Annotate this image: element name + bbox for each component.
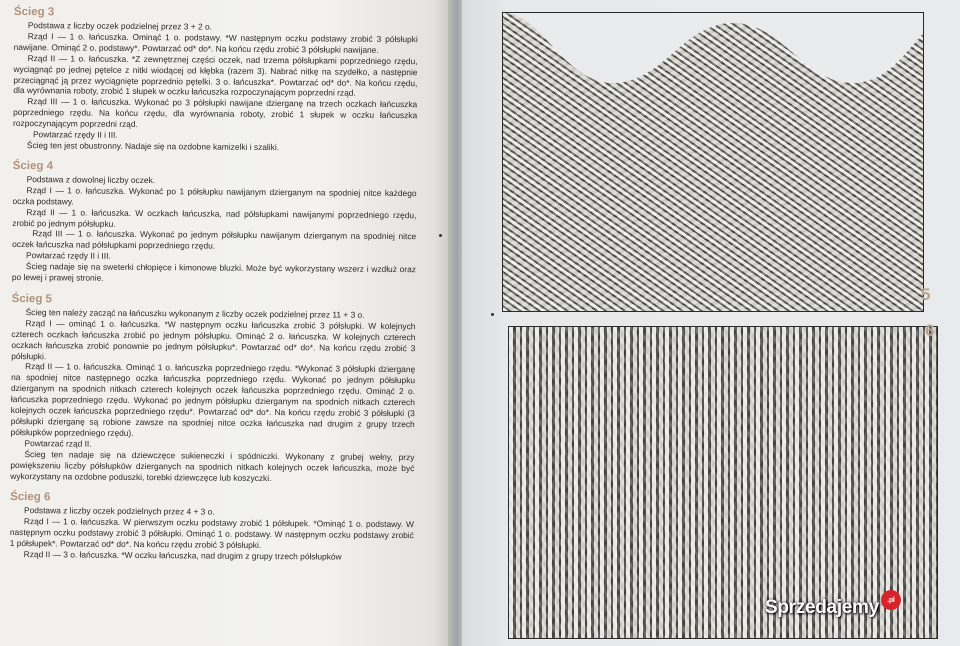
paragraph: Rząd II — 1 o. łańcuszka. Ominąć 1 o. łańcuszka poprzedniego rzędu. *Wykonać 3 półsłupki dzierganę na spodniej nitce następnego oczka łańcuszka poprzedniego rzędu. Wykonać po jednym półsłupku dzierganym na spodnich nitkach czterech kolejnych oczek łańcuszka poprzedniego rzędu. Ominąć 2 o. łańcuszka poprzedniego rzędu. Wykonać po jednym półsłupku dzierganym na spodnich nitkach czterech kolejnych oczek łańcuszka poprzedniego rzędu*. Powtarzać od* do*. Na końcu rzędu zrobić 3 półsłupki (3 półsłupki dzierganę są robione zawsze na spodniej nitce oczka łańcuszka nad drugim z grupy trzech półsłupków poprzedniego rzędu).	[10, 361, 416, 438]
section-heading: Ścieg 6	[10, 491, 51, 504]
paragraph: Podstawa z dowolnej liczby oczek.	[26, 173, 156, 185]
paragraph: Podstawa z liczby oczek podzielnych przez 4 + 3 o.	[23, 505, 215, 518]
figure-number-5: 5	[921, 285, 931, 304]
paragraph: Powtarzać rzędy II i III.	[26, 250, 111, 261]
paragraph: Powtarzać rzędy II i III.	[32, 129, 118, 140]
site-watermark-logo	[765, 590, 901, 626]
paragraph: Rząd II — 1 o. łańcuszka. *Z zewnętrznej części oczek, nad trzema półsłupkami poprzedniego rzędu, wyciągnąć po jednej pętelce z nitki wiodącej od kłębka (razem 3). Nabrać nitkę na szydełko, a następnie przeciągnąć ją przez wyciągnięte poprzednio pętelki. 3 o. łańcuszka*. Powtarzać od* do*. Na końcu rzędu, dla wyrównania roboty, zrobić 1 słupek w oczku łańcuszka rozpoczynającym poprzedni rząd.	[13, 52, 418, 99]
paragraph: Rząd III — 1 o. łańcuszka. Wykonać po 3 półsłupki nawijane dzierganę na trzech oczkach łańcuszka poprzedniego rzędu. Na końcu rzędu, dla wyrównania roboty, zrobić 1 słupek w oczku łańcuszka rozpoczynającym poprzedni rząd.	[13, 96, 418, 130]
stitch-section-3	[13, 6, 418, 154]
paragraph: Rząd I — 1 o. łańcuszka. Ominąć 1 o. podstawy. *W następnym oczku podstawy zrobić 3 półsłupki nawijane. Ominąć 2 o. podstawy*. Powtarzać od* do*. Na końcu rzędu zrobić 3 półsłupki nawijane.	[13, 31, 418, 55]
paragraph: Rząd II — 1 o. łańcuszka. W oczkach łańcuszka, nad półsłupkami nawijanymi poprzedniego rzędu, zrobić po jednym półsłupku.	[12, 206, 417, 229]
paragraph: Ścieg ten nadaje się na dziewczęce sukieneczki i spódniczki. Wykonany z grubej wełny, przy powiększeniu liczby półsłupków dzierganych na spodnich nitkach kolejnych oczek łańcuszka, może być wykorzystany na ozdobne poduszki, torebki dziewczęce lub koszyczki.	[10, 448, 415, 483]
paragraph: Rząd II — 3 o. łańcuszka. *W oczku łańcuszka, nad drugim z grupy trzech półsłupków	[23, 549, 342, 562]
section-heading: Ścieg 4	[12, 159, 54, 173]
page-dot	[491, 313, 494, 316]
paragraph: Rząd I — 1 o. łańcuszka. W pierwszym oczku podstawy zrobić 1 półsłupek. *Ominąć 1 o. podstawy. W następnym oczku podstawy zrobić 3 półsłupki. Ominąć 1 o. podstawy. W następnym oczku podstawy zrobić 1 półsłupek*. Powtarzać od* do*. Na końcu rzędu zrobić 3 półsłupki.	[9, 516, 414, 551]
paragraph: Rząd I — 1 o. łańcuszka. Wykonać po 1 półsłupku nawijanym dzierganym na spodniej nitce każdego oczka podstawy.	[12, 184, 417, 207]
paragraph: Rząd I — ominąć 1 o. łańcuszka. *W następnym oczku łańcuszka zrobić 3 półsłupki. W kolejnych czterech oczkach łańcuszka zrobić po jednym półsłupku. Ominąć 2 o. łańcuszka. W kolejnych czterech oczkach łańcuszka zrobić ponownie po jednym półsłupku*. Powtarzać od* do*. Na końcu rzędu zrobić 3 półsłupki.	[11, 317, 416, 361]
paragraph: Powtarzać rząd II.	[24, 437, 92, 449]
instructions-column	[10, 6, 418, 563]
watermark-badge-icon: .pl	[881, 590, 901, 610]
page-dot	[439, 234, 442, 237]
zigzag-edge-shape	[502, 12, 924, 93]
section-heading: Ścieg 3	[13, 6, 55, 19]
paragraph: Rząd III — 1 o. łańcuszka. Wykonać po jednym półsłupku nawijanym dzierganym na spodniej nitce oczek łańcuszka nad półsłupkami poprzedniego rzędu.	[12, 228, 417, 251]
left-page	[0, 0, 452, 646]
figure-number-6: 6	[925, 321, 935, 340]
paragraph: Ścieg ten należy zacząć na łańcuszku wykonanym z liczby oczek podzielnej przez 11 + 3 o.	[25, 307, 365, 320]
stitch-section-6	[10, 491, 415, 563]
paragraph: Podstawa z liczby oczek podzielnej przez 3 + 2 o.	[27, 20, 213, 32]
crochet-swatch-photo-5	[502, 12, 924, 312]
paragraph: Ścieg ten jest obustronny. Nadaje się na ozdobne kamizelki i szaliki.	[26, 140, 280, 153]
stitch-section-5	[10, 293, 415, 485]
paragraph: Ścieg nadaje się na sweterki chłopięce i kimonowe bluzki. Może być wykorzystany wszerz i wzdłuż oraz po lewej i prawej stronie.	[11, 261, 416, 283]
watermark-text: Sprzedajemy	[765, 597, 879, 618]
section-heading: Ścieg 5	[11, 292, 53, 306]
stitch-section-4	[12, 160, 417, 286]
